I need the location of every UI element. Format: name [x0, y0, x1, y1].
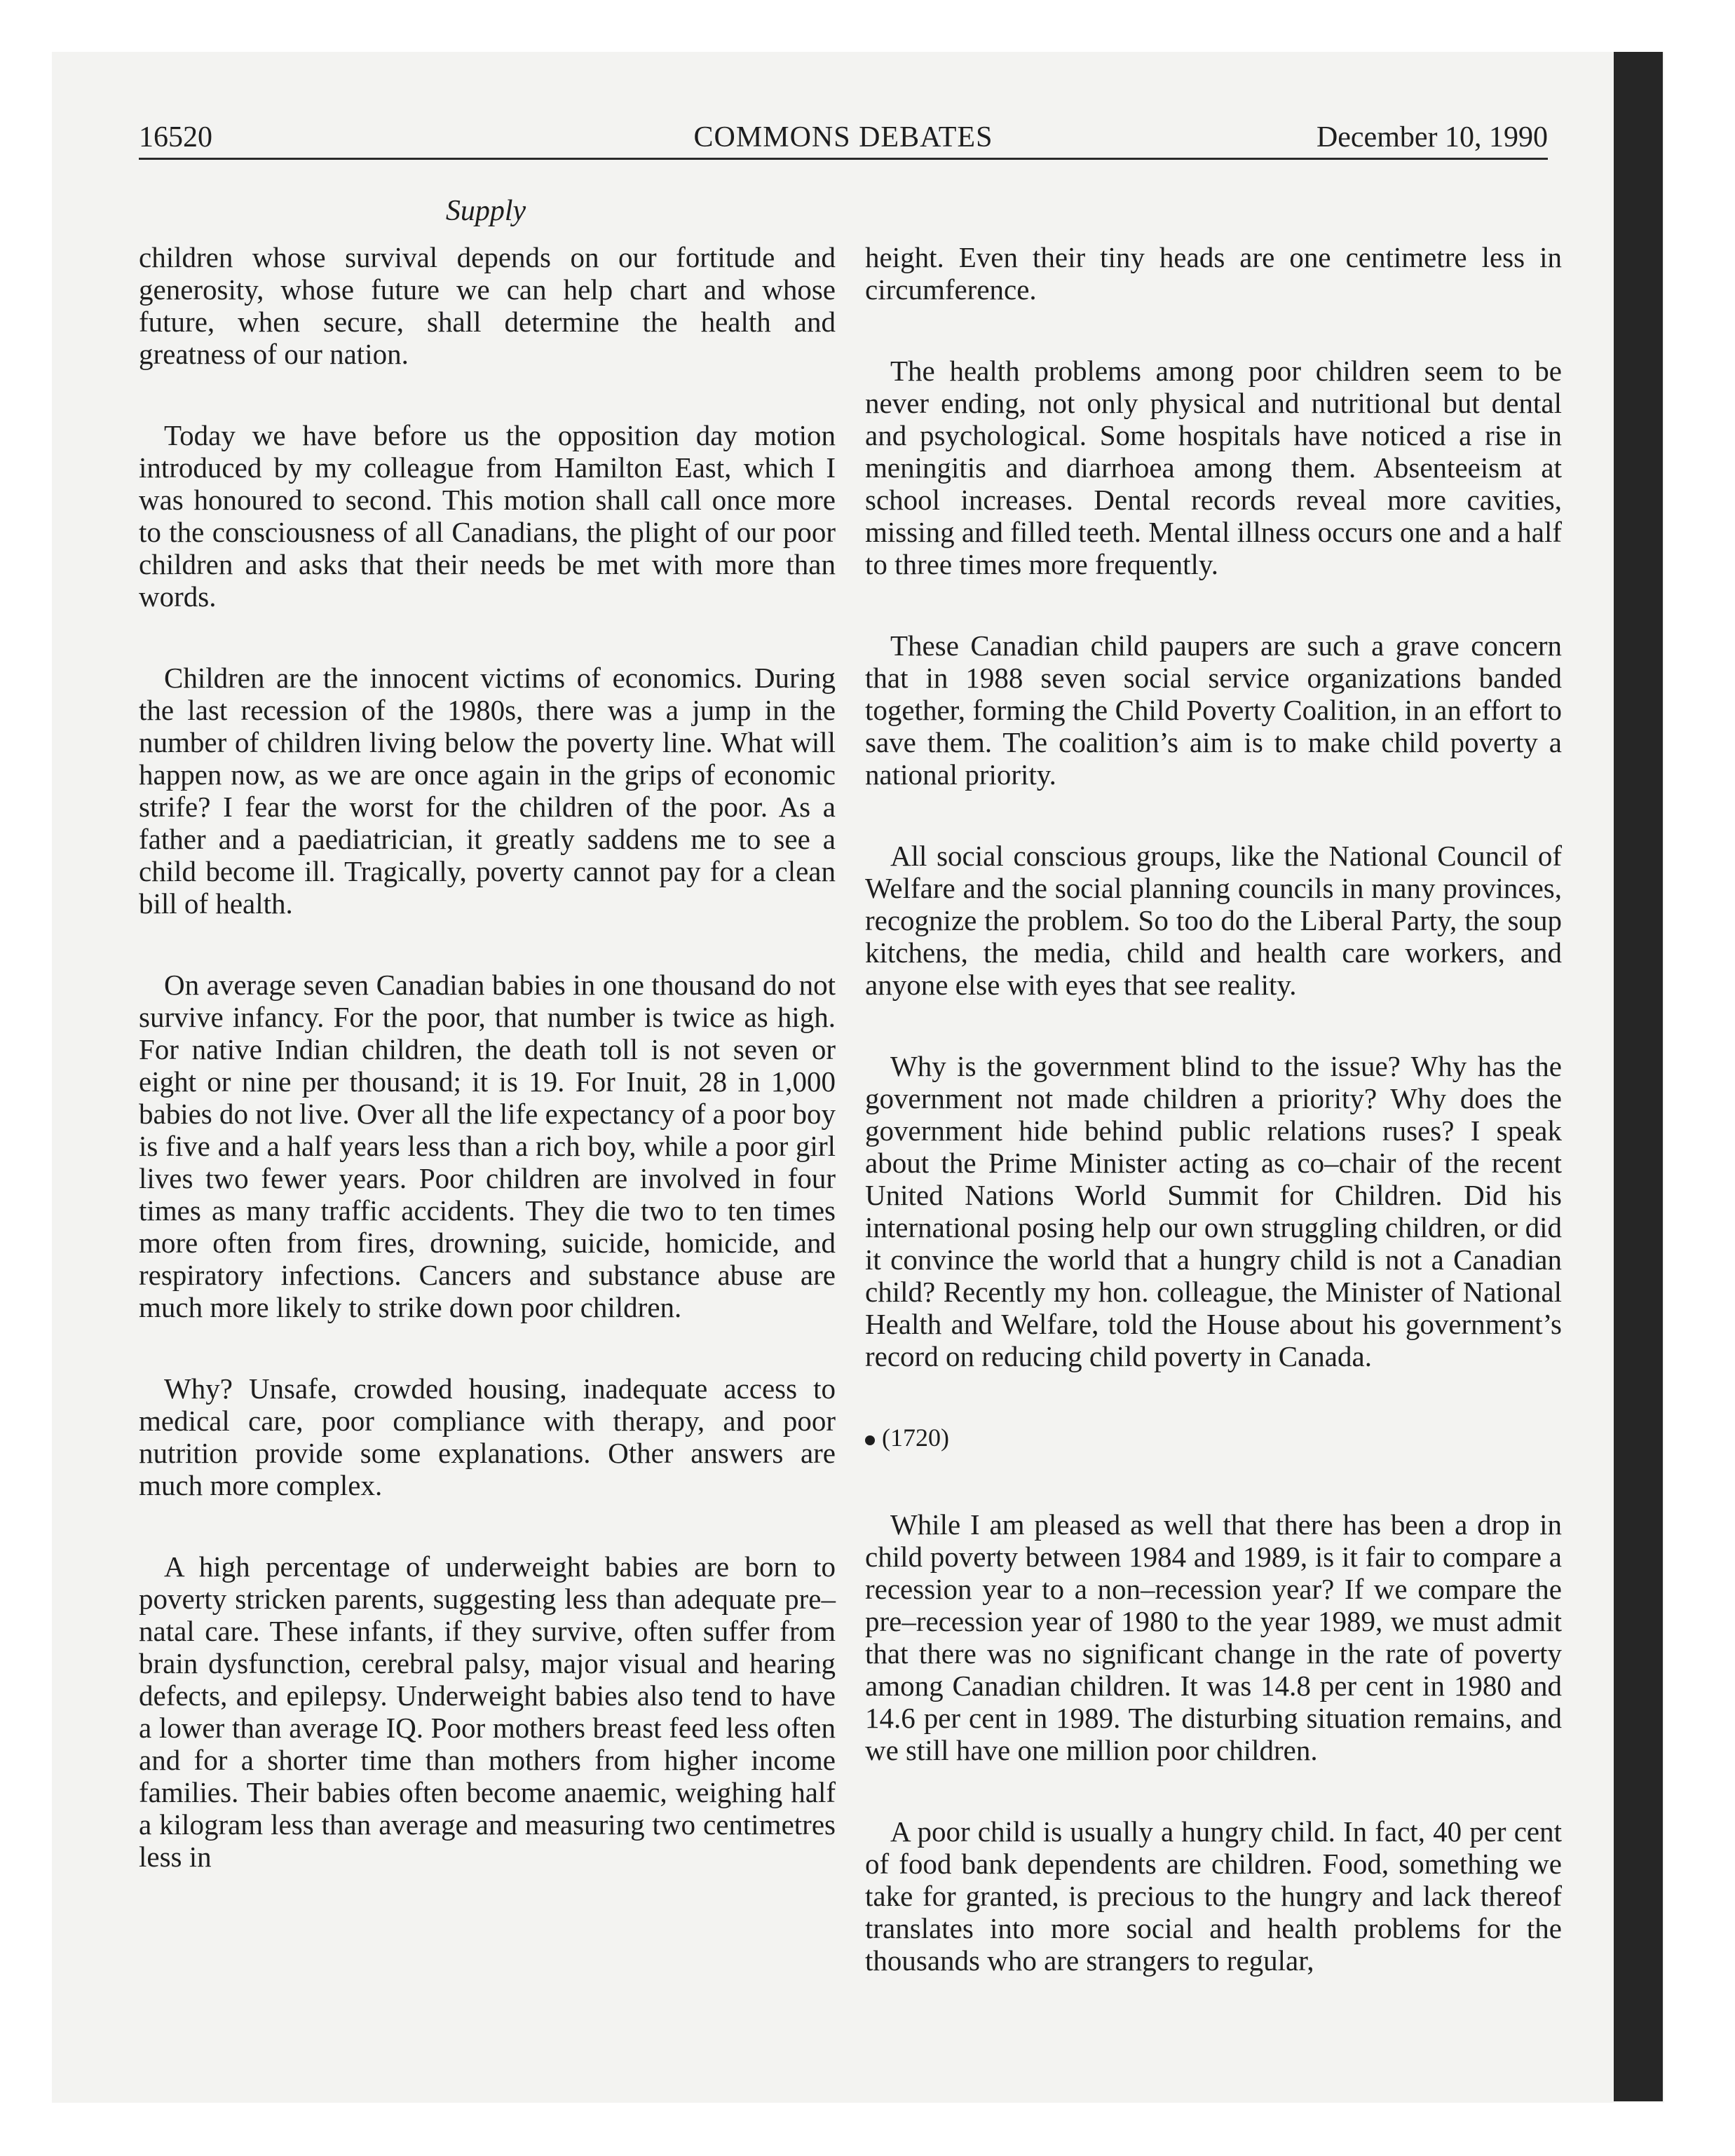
running-header: [139, 118, 1548, 157]
section-title: Supply: [445, 195, 526, 227]
time-marker: [865, 1421, 1562, 1454]
paragraph: children whose survival depends on our fortitude and generosity, whose future we can help chart and whose future, when secure, shall determine the health and greatness of our nation.: [139, 241, 836, 370]
paragraph: These Canadian child paupers are such a grave concern that in 1988 seven social service organizations banded together, forming the Child Poverty Coalition, in an effort to save them. The coalition’s aim is to make child poverty a national priority.: [865, 629, 1562, 791]
paragraph: While I am pleased as well that there has been a drop in child poverty between 1984 and 1989, is it fair to compare a recession year to a non–recession year? If we compare the pre–recession year of 1980 to the year 1989, we must admit that there was no significant change in the rate of poverty among Canadian children. It was 14.8 per cent in 1980 and 14.6 per cent in 1989. The disturbing situation remains, and we still have one million poor children.: [865, 1508, 1562, 1766]
left-column: [139, 241, 836, 1873]
publication-date: December 10, 1990: [1316, 121, 1548, 153]
journal-title: COMMONS DEBATES: [693, 121, 993, 153]
paragraph: Children are the innocent victims of economics. During the last recession of the 1980s, there was a jump in the number of children living below the poverty line. What will happen now, as we are once again in the grips of economic strife? I fear the worst for the children of the poor. As a father and a paediatrician, it greatly saddens me to see a child become ill. Tragically, poverty cannot pay for a clean bill of health.: [139, 662, 836, 920]
paragraph: height. Even their tiny heads are one centimetre less in circumference.: [865, 241, 1562, 306]
right-column: [865, 241, 1562, 1977]
scan-edge-bar: [1614, 52, 1663, 2101]
time-marker-label: (1720): [882, 1424, 949, 1452]
paragraph: Today we have before us the opposition day motion introduced by my colleague from Hamilton East, which I was honoured to second. This motion shall call once more to the consciousness of all Canadians, the plight of our poor children and asks that their needs be met with more than words.: [139, 419, 836, 613]
paragraph: The health problems among poor children seem to be never ending, not only physical and nutritional but dental and psychological. Some hospitals have noticed a rise in meningitis and diarrhoea among them. Absenteeism at school increases. Dental records reveal more cavities, missing and filled teeth. Mental illness occurs one and a half to three times more frequently.: [865, 355, 1562, 580]
header-rule: [139, 158, 1548, 160]
paragraph: A high percentage of underweight babies are born to poverty stricken parents, suggesting less than adequate pre–natal care. These infants, if they survive, often suffer from brain dysfunction, cerebral palsy, major visual and hearing defects, and epilepsy. Underweight babies also tend to have a lower than average IQ. Poor mothers breast feed less often and for a shorter time than mothers from higher income families. Their babies often become anaemic, weighing half a kilogram less than average and measuring two centimetres less in: [139, 1550, 836, 1873]
bullet-icon: [865, 1435, 875, 1445]
paragraph: On average seven Canadian babies in one thousand do not survive infancy. For the poor, that number is twice as high. For native Indian children, the death toll is not seven or eight or nine per thousand; it is 19. For Inuit, 28 in 1,000 babies do not live. Over all the life expectancy of a poor boy is five and a half years less than a rich boy, while a poor girl lives two fewer years. Poor children are involved in four times as many traffic accidents. They die two to ten times more often from fires, drowning, suicide, homicide, and respiratory infections. Cancers and substance abuse are much more likely to strike down poor children.: [139, 969, 836, 1323]
page-number: 16520: [139, 121, 212, 153]
paragraph: Why? Unsafe, crowded housing, inadequate access to medical care, poor compliance with therapy, and poor nutrition provide some explanations. Other answers are much more complex.: [139, 1372, 836, 1501]
paragraph: Why is the government blind to the issue? Why has the government not made children a priority? Why does the government hide behind public relations ruses? I speak about the Prime Minister acting as co–chair of the recent United Nations World Summit for Children. Did his international posing help our own struggling children, or did it convince the world that a hungry child is not a Canadian child? Recently my hon. colleague, the Minister of National Health and Welfare, told the House about his government’s record on reducing child poverty in Canada.: [865, 1050, 1562, 1372]
paragraph: All social conscious groups, like the National Council of Welfare and the social planning councils in many provinces, recognize the problem. So too do the Liberal Party, the soup kitchens, the media, child and health care workers, and anyone else with eyes that see reality.: [865, 840, 1562, 1001]
paragraph: A poor child is usually a hungry child. In fact, 40 per cent of food bank dependents are children. Food, something we take for granted, is precious to the hungry and lack thereof translates into more social and health problems for the thousands who are strangers to regular,: [865, 1815, 1562, 1977]
